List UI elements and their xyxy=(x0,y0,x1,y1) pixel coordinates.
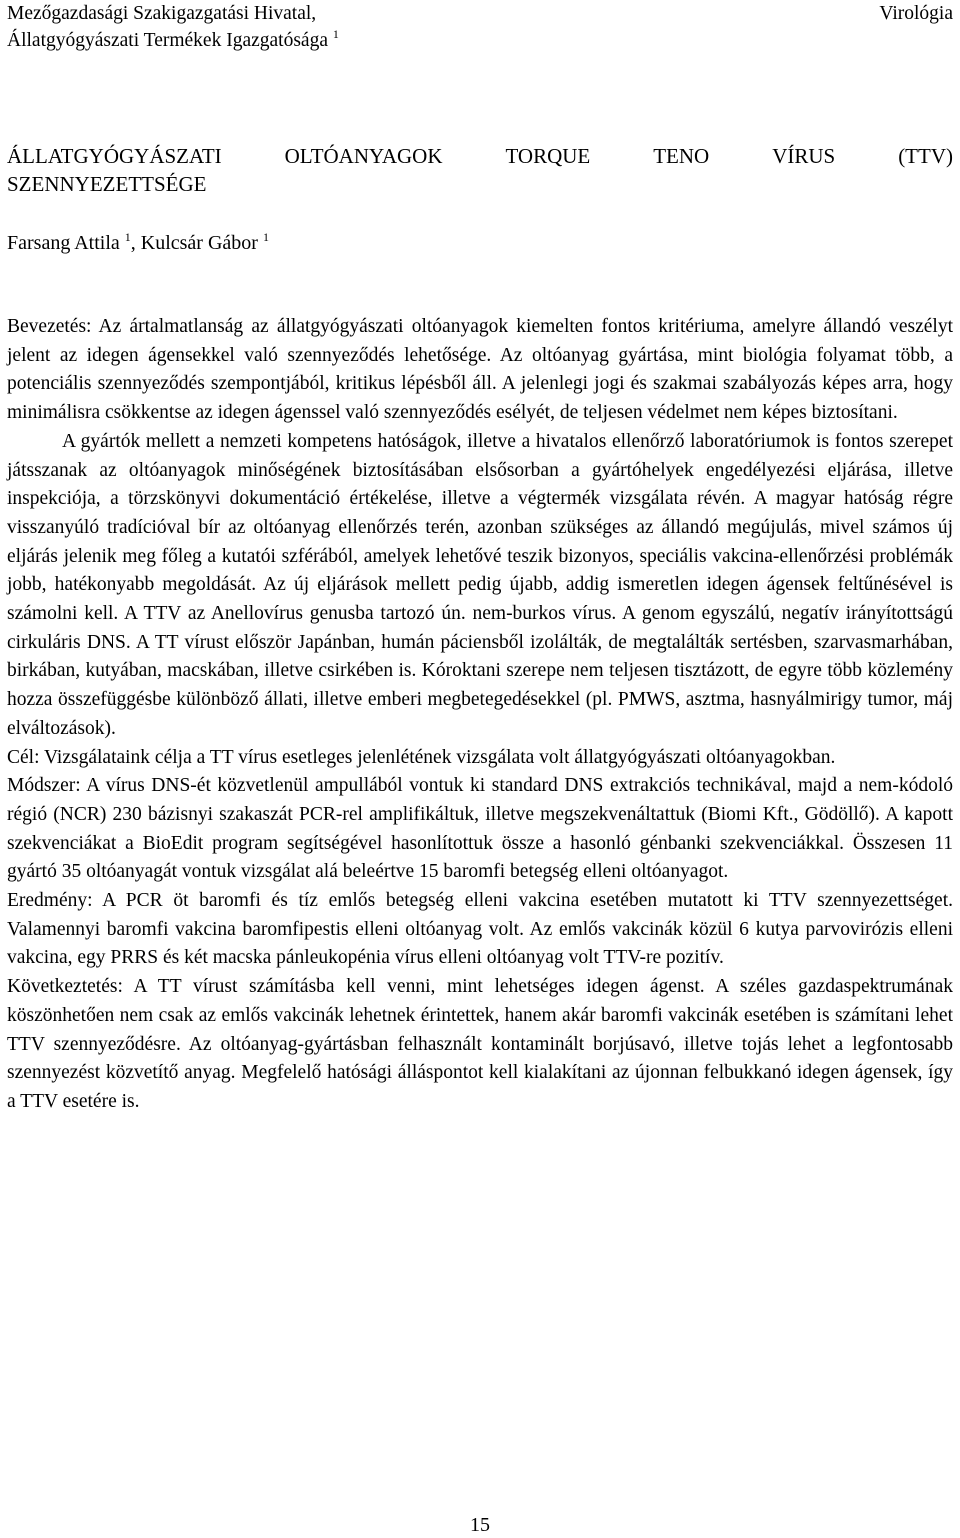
abstract-body xyxy=(7,313,953,1117)
authors-line xyxy=(7,229,269,257)
paragraph-conclusion: Következtetés: A TT vírust számításba kell venni, mint lehetséges idegen ágenst. A széles gazdaspektrumának köszönhetően nem csak az emlős vakcinák lehetnek érintettek, hanem akár baromfi vakcinák esetében is számítani lehet TTV szennyeződésre. Az oltóanyag-gyártásban felhasznált kontaminált borjúsavó, illetve tojás lehet a legfontosabb szennyezést közvetítő anyag. Megfelelő hatósági álláspontot kell kialakítani az újonnan felbukkanó idegen ágensek, így a TTV esetére is. xyxy=(7,976,953,1112)
article-title xyxy=(7,142,953,198)
paragraph-introduction: Bevezetés: Az ártalmatlanság az állatgyógyászati oltóanyagok kiemelten fontos kritériuma, amelyre állandó veszélyt jelent az idegen ágensekkel való szennyeződés lehetősége. Az oltóanyag gyártása, mint biológia folyamat több, a potenciális szennyeződés szempontjából, kritikus lépésből áll. A jelenlegi jogi és szakmai szabályozás képes arra, hogy minimálisra csökkentse az idegen ágenssel való szennyeződés esélyét, de teljesen védelmet nem képes biztosítani. xyxy=(7,316,953,424)
author-separator: , xyxy=(130,232,141,254)
title-word: OLTÓANYAGOK xyxy=(284,144,443,168)
paragraph-aim: Cél: Vizsgálataink célja a TT vírus esetleges jelenlétének vizsgálata volt állatgyógyászati oltóanyagokban. xyxy=(7,746,836,768)
author-affiliation-sup: 1 xyxy=(124,230,131,244)
title-line1 xyxy=(7,142,953,170)
author-name: Farsang Attila xyxy=(7,232,120,254)
header-org-line1: Mezőgazdasági Szakigazgatási Hivatal, xyxy=(7,3,317,24)
title-word: TORQUE xyxy=(505,144,591,168)
author-affiliation-sup: 1 xyxy=(262,230,269,244)
title-word: (TTV) xyxy=(898,144,953,168)
paragraph-results: Eredmény: A PCR öt baromfi és tíz emlős betegség elleni vakcina esetében mutatott ki TTV szennyezettséget. Valamennyi baromfi vakcina baromfipestis elleni oltóanyag volt. Az emlős vakcinák közül 6 kutya parvovirózis elleni vakcina, egy PRRS és két macska pánleukopénia vírus elleni oltóanyag volt TTV-re pozitív. xyxy=(7,890,953,969)
author-name: Kulcsár Gábor xyxy=(140,232,258,254)
header-section: Virológia xyxy=(879,3,953,24)
header-org-sup: 1 xyxy=(332,27,339,41)
title-word: ÁLLATGYÓGYÁSZATI xyxy=(7,144,222,168)
page-number: 15 xyxy=(470,1514,490,1536)
header-org-line2-text: Állatgyógyászati Termékek Igazgatósága xyxy=(7,30,328,51)
title-word: TENO xyxy=(653,144,710,168)
title-line2: SZENNYEZETTSÉGE xyxy=(7,172,207,196)
header-organization xyxy=(7,0,339,54)
paragraph-method: Módszer: A vírus DNS-ét közvetlenül ampullából vontuk ki standard DNS extrakciós technikával, majd a nem-kódoló régió (NCR) 230 bázisnyi szakaszát PCR-rel amplifikáltuk, illetve megszekvenáltattuk (Biomi Kft., Gödöllő). A kapott szekvenciákat a BioEdit program segítségével hasonlítottuk össze a hasonló génbanki szekvenciákkal. Összesen 11 gyártó 35 oltóanyagát vontuk vizsgálat alá beleértve 15 baromfi betegség elleni oltóanyagot. xyxy=(7,775,953,883)
paragraph-background: A gyártók mellett a nemzeti kompetens hatóságok, illetve a hivatalos ellenőrző laboratóriumok is fontos szerepet játsszanak az oltóanyagok minőségének biztosításában elsősorban a gyártóhelyek engedélyezési eljárása, illetve inspekciója, a törzskönyvi dokumentáció értékelése, illetve a végtermék vizsgálata révén. A magyar hatóság régre visszanyúló tradícióval bír az oltóanyag ellenőrzés terén, azonban szükséges az állandó megújulás, mivel számos új eljárás jelenik meg főleg a kutatói szférából, amelyek lehetővé teszik bizonyos, speciális vakcina-ellenőrzési problémák jobb, hatékonyabb megoldását. Az új eljárások mellett pedig újabb, addig ismeretlen idegen ágensek feltűnésével is számolni kell. A TTV az Anellovírus genusba tartozó ún. nem-burkos vírus. A genom egyszálú, negatív irányítottságú cirkuláris DNS. A TT vírust először Japánban, humán páciensből izolálták, de megtalálták sertésben, szarvasmarhában, birkában, kutyában, macskában, illetve csirkében is. Kóroktani szerepe nem teljesen tisztázott, de egyre több közlemény hozza összefüggésbe különböző állati, illetve emberi megbetegedésekkel (pl. PMWS, asztma, hasnyálmirigy tumor, máj elváltozások). xyxy=(7,430,953,739)
title-word: VÍRUS xyxy=(772,144,836,168)
document-page xyxy=(7,0,953,1537)
header-org-line2 xyxy=(7,27,339,54)
